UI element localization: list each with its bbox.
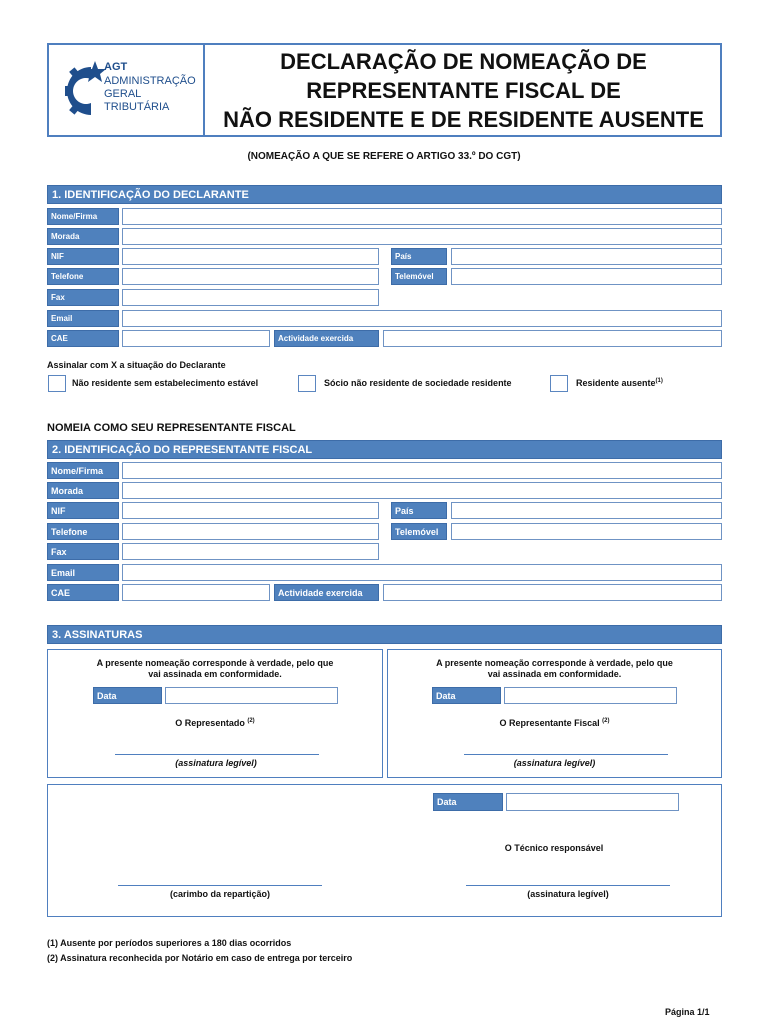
fax-input[interactable] <box>122 289 379 306</box>
signature-line <box>115 754 319 755</box>
page-title: DECLARAÇÃO DE NOMEAÇÃO DE REPRESENTANTE FISCAL DE NÃO RESIDENTE E DE RESIDENTE AUSENTE <box>223 49 704 132</box>
actividade-input[interactable] <box>383 330 722 347</box>
tecnico-label: O Técnico responsável <box>504 843 604 853</box>
nomeia-heading: NOMEIA COMO SEU REPRESENTANTE FISCAL <box>47 422 296 434</box>
rep-morada-input[interactable] <box>122 482 722 499</box>
signature-line <box>466 885 670 886</box>
label-morada: Morada <box>47 482 119 499</box>
label-cae: CAE <box>47 330 119 347</box>
statement: A presente nomeação corresponde à verdade, pelo que vai assinada em conformidade. <box>96 658 334 679</box>
signature-caption: (assinatura legível) <box>175 758 257 768</box>
label-email: Email <box>47 310 119 327</box>
office-box <box>47 784 722 917</box>
signature-box-representado <box>47 649 383 778</box>
signature-caption: (assinatura legível) <box>513 758 596 768</box>
label-telemovel: Telemóvel <box>391 268 447 285</box>
data-input-representante[interactable] <box>504 687 677 704</box>
morada-input[interactable] <box>122 228 722 245</box>
logo-brand: AGT <box>104 61 128 73</box>
statement: A presente nomeação corresponde à verdade, pelo que vai assinada em conformidade. <box>436 658 673 679</box>
label-data: Data <box>432 687 501 704</box>
checkbox-nao-residente[interactable] <box>48 375 66 392</box>
nif-input[interactable] <box>122 248 379 265</box>
label-nome: Nome/Firma <box>47 208 119 225</box>
situation-label: Assinalar com X a situação do Declarante <box>47 360 226 370</box>
checkbox-socio[interactable] <box>298 375 316 392</box>
rep-fax-input[interactable] <box>122 543 379 560</box>
cae-input[interactable] <box>122 330 270 347</box>
footnote-1: (1) Ausente por períodos superiores a 180 dias ocorridos <box>47 938 292 948</box>
subtitle: (NOMEAÇÃO A QUE SE REFERE O ARTIGO 33.º DO CGT) <box>247 151 521 162</box>
section3-header: 3. ASSINATURAS <box>47 625 722 644</box>
label-nome: Nome/Firma <box>47 462 119 479</box>
rep-telefone-input[interactable] <box>122 523 379 540</box>
rep-cae-input[interactable] <box>122 584 270 601</box>
stamp-caption: (carimbo da repartição) <box>169 889 271 899</box>
page-number: Página 1/1 <box>665 1007 710 1017</box>
signature-line <box>464 754 668 755</box>
data-input-tecnico[interactable] <box>506 793 679 811</box>
signature-box-representante <box>387 649 722 778</box>
label-fax: Fax <box>47 289 119 306</box>
rep-nome-input[interactable] <box>122 462 722 479</box>
logo-text: ADMINISTRAÇÃO GERAL TRIBUTÁRIA <box>104 75 196 113</box>
label-telemovel: Telemóvel <box>391 523 447 540</box>
label-telefone: Telefone <box>47 523 119 540</box>
label-email: Email <box>47 564 119 581</box>
telefone-input[interactable] <box>122 268 379 285</box>
role-representado: O Representado $^{(2)}$ <box>175 718 255 728</box>
label-telefone: Telefone <box>47 268 119 285</box>
label-fax: Fax <box>47 543 119 560</box>
rep-pais-input[interactable] <box>451 502 722 519</box>
label-nif: NIF <box>47 502 119 519</box>
role-representante: O Representante Fiscal $^{(2)}$ <box>499 718 610 728</box>
rep-actividade-input[interactable] <box>383 584 722 601</box>
email-input[interactable] <box>122 310 722 327</box>
option-nao-residente: Não residente sem estabelecimento estável <box>72 378 259 388</box>
label-actividade: Actividade exercida <box>274 330 379 347</box>
label-actividade: Actividade exercida <box>274 584 379 601</box>
option-socio: Sócio não residente de sociedade residente <box>324 378 512 388</box>
section2-header: 2. IDENTIFICAÇÃO DO REPRESENTANTE FISCAL <box>47 440 722 459</box>
label-pais: País <box>391 248 447 265</box>
section1-header: 1. IDENTIFICAÇÃO DO DECLARANTE <box>47 185 722 204</box>
rep-telemovel-input[interactable] <box>451 523 722 540</box>
agt-logo <box>49 45 205 135</box>
rep-nif-input[interactable] <box>122 502 379 519</box>
label-nif: NIF <box>47 248 119 265</box>
label-morada: Morada <box>47 228 119 245</box>
label-data: Data <box>433 793 503 811</box>
label-data: Data <box>93 687 162 704</box>
signature-caption: (assinatura legível) <box>527 889 609 899</box>
nome-input[interactable] <box>122 208 722 225</box>
footnote-2: (2) Assinatura reconhecida por Notário em caso de entrega por terceiro <box>47 953 353 963</box>
checkbox-residente-ausente[interactable] <box>550 375 568 392</box>
header-box <box>47 43 722 137</box>
stamp-line <box>118 885 322 886</box>
data-input-representado[interactable] <box>165 687 338 704</box>
option-residente-ausente: Residente ausente$^{(1)}$ <box>576 378 663 388</box>
rep-email-input[interactable] <box>122 564 722 581</box>
label-pais: País <box>391 502 447 519</box>
pais-input[interactable] <box>451 248 722 265</box>
label-cae: CAE <box>47 584 119 601</box>
telemovel-input[interactable] <box>451 268 722 285</box>
